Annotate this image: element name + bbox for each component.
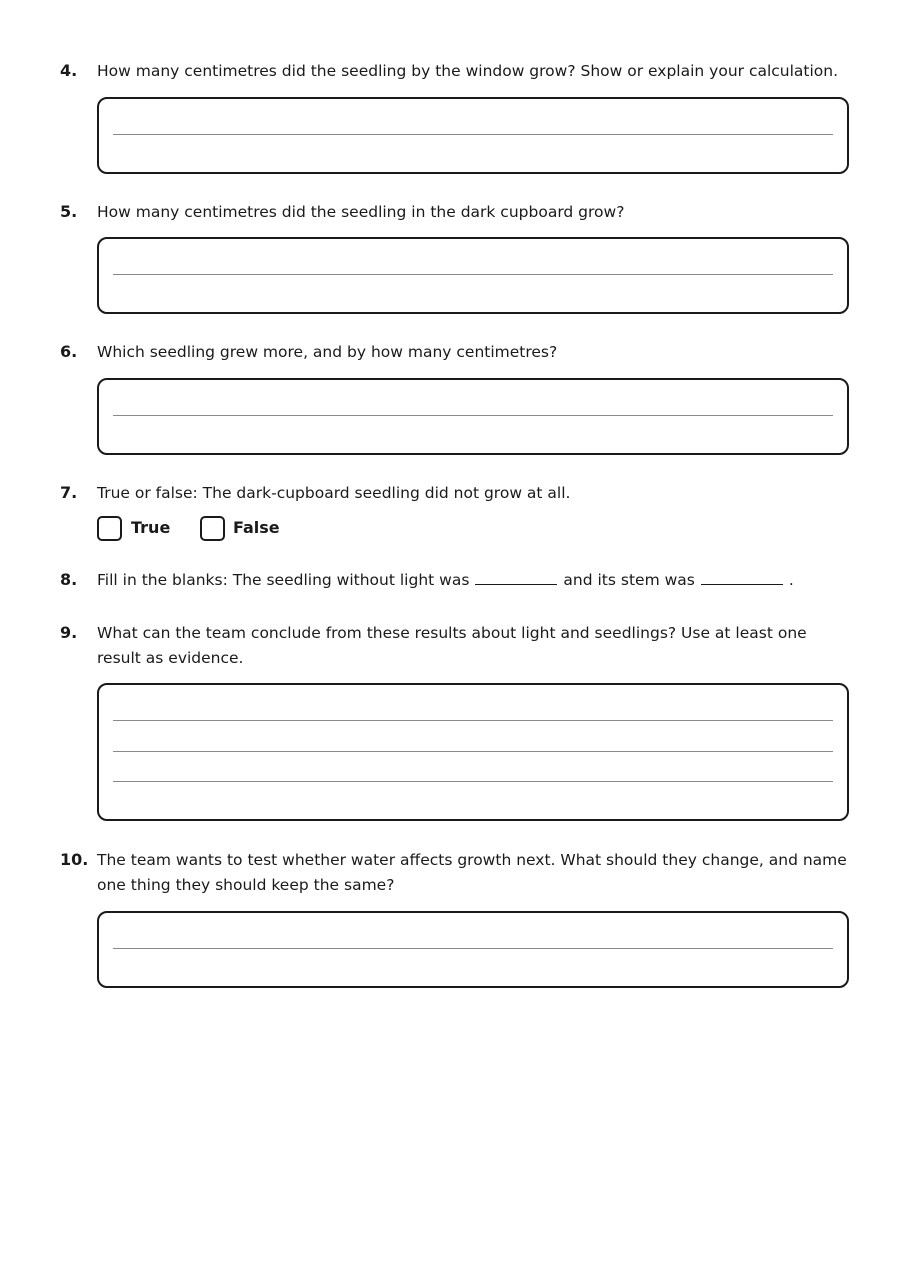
- answer-box-4[interactable]: [97, 97, 849, 174]
- question-number: 10.: [60, 850, 89, 869]
- question-number: 4.: [60, 61, 78, 80]
- question-number: 7.: [60, 483, 78, 502]
- fill-blank-2[interactable]: [701, 568, 783, 585]
- question-text-part1: Fill in the blanks: The seedling without light was: [97, 571, 470, 589]
- answer-box-5[interactable]: [97, 237, 849, 314]
- writing-line: [113, 134, 833, 135]
- question-text: [97, 568, 853, 593]
- question-text: Which seedling grew more, and by how many centimetres?: [97, 343, 558, 361]
- writing-line: [113, 415, 833, 416]
- question-text: True or false: The dark-cupboard seedling did not grow at all.: [97, 484, 571, 502]
- writing-line: [113, 751, 833, 752]
- question-4: [60, 59, 850, 85]
- question-10: [60, 848, 850, 900]
- question-text: How many centimetres did the seedling in the dark cupboard grow?: [97, 203, 625, 221]
- writing-line: [113, 274, 833, 275]
- writing-line: [113, 948, 833, 949]
- question-text-part2: and its stem was: [563, 571, 695, 589]
- question-number: 6.: [60, 342, 78, 361]
- true-label: True: [131, 518, 171, 537]
- question-number: 9.: [60, 623, 78, 642]
- false-label: False: [233, 518, 280, 537]
- question-6: [60, 340, 850, 366]
- writing-line: [113, 781, 833, 782]
- answer-box-9[interactable]: [97, 683, 849, 821]
- fill-blank-1[interactable]: [475, 568, 557, 585]
- false-checkbox[interactable]: [200, 516, 225, 541]
- question-text-end: .: [788, 571, 794, 589]
- question-8: [60, 568, 850, 594]
- question-number: 8.: [60, 570, 78, 589]
- writing-line: [113, 720, 833, 721]
- question-9: [60, 621, 850, 673]
- question-7: [60, 481, 850, 507]
- question-text: The team wants to test whether water affects growth next. What should they change, and name one thing they should keep the same?: [97, 851, 847, 894]
- answer-box-6[interactable]: [97, 378, 849, 455]
- question-text: What can the team conclude from these results about light and seedlings? Use at least one result as evidence.: [97, 624, 807, 667]
- question-5: [60, 200, 850, 226]
- question-number: 5.: [60, 202, 78, 221]
- question-text: How many centimetres did the seedling by the window grow? Show or explain your calculation.: [97, 62, 839, 80]
- answer-box-10[interactable]: [97, 911, 849, 988]
- true-checkbox[interactable]: [97, 516, 122, 541]
